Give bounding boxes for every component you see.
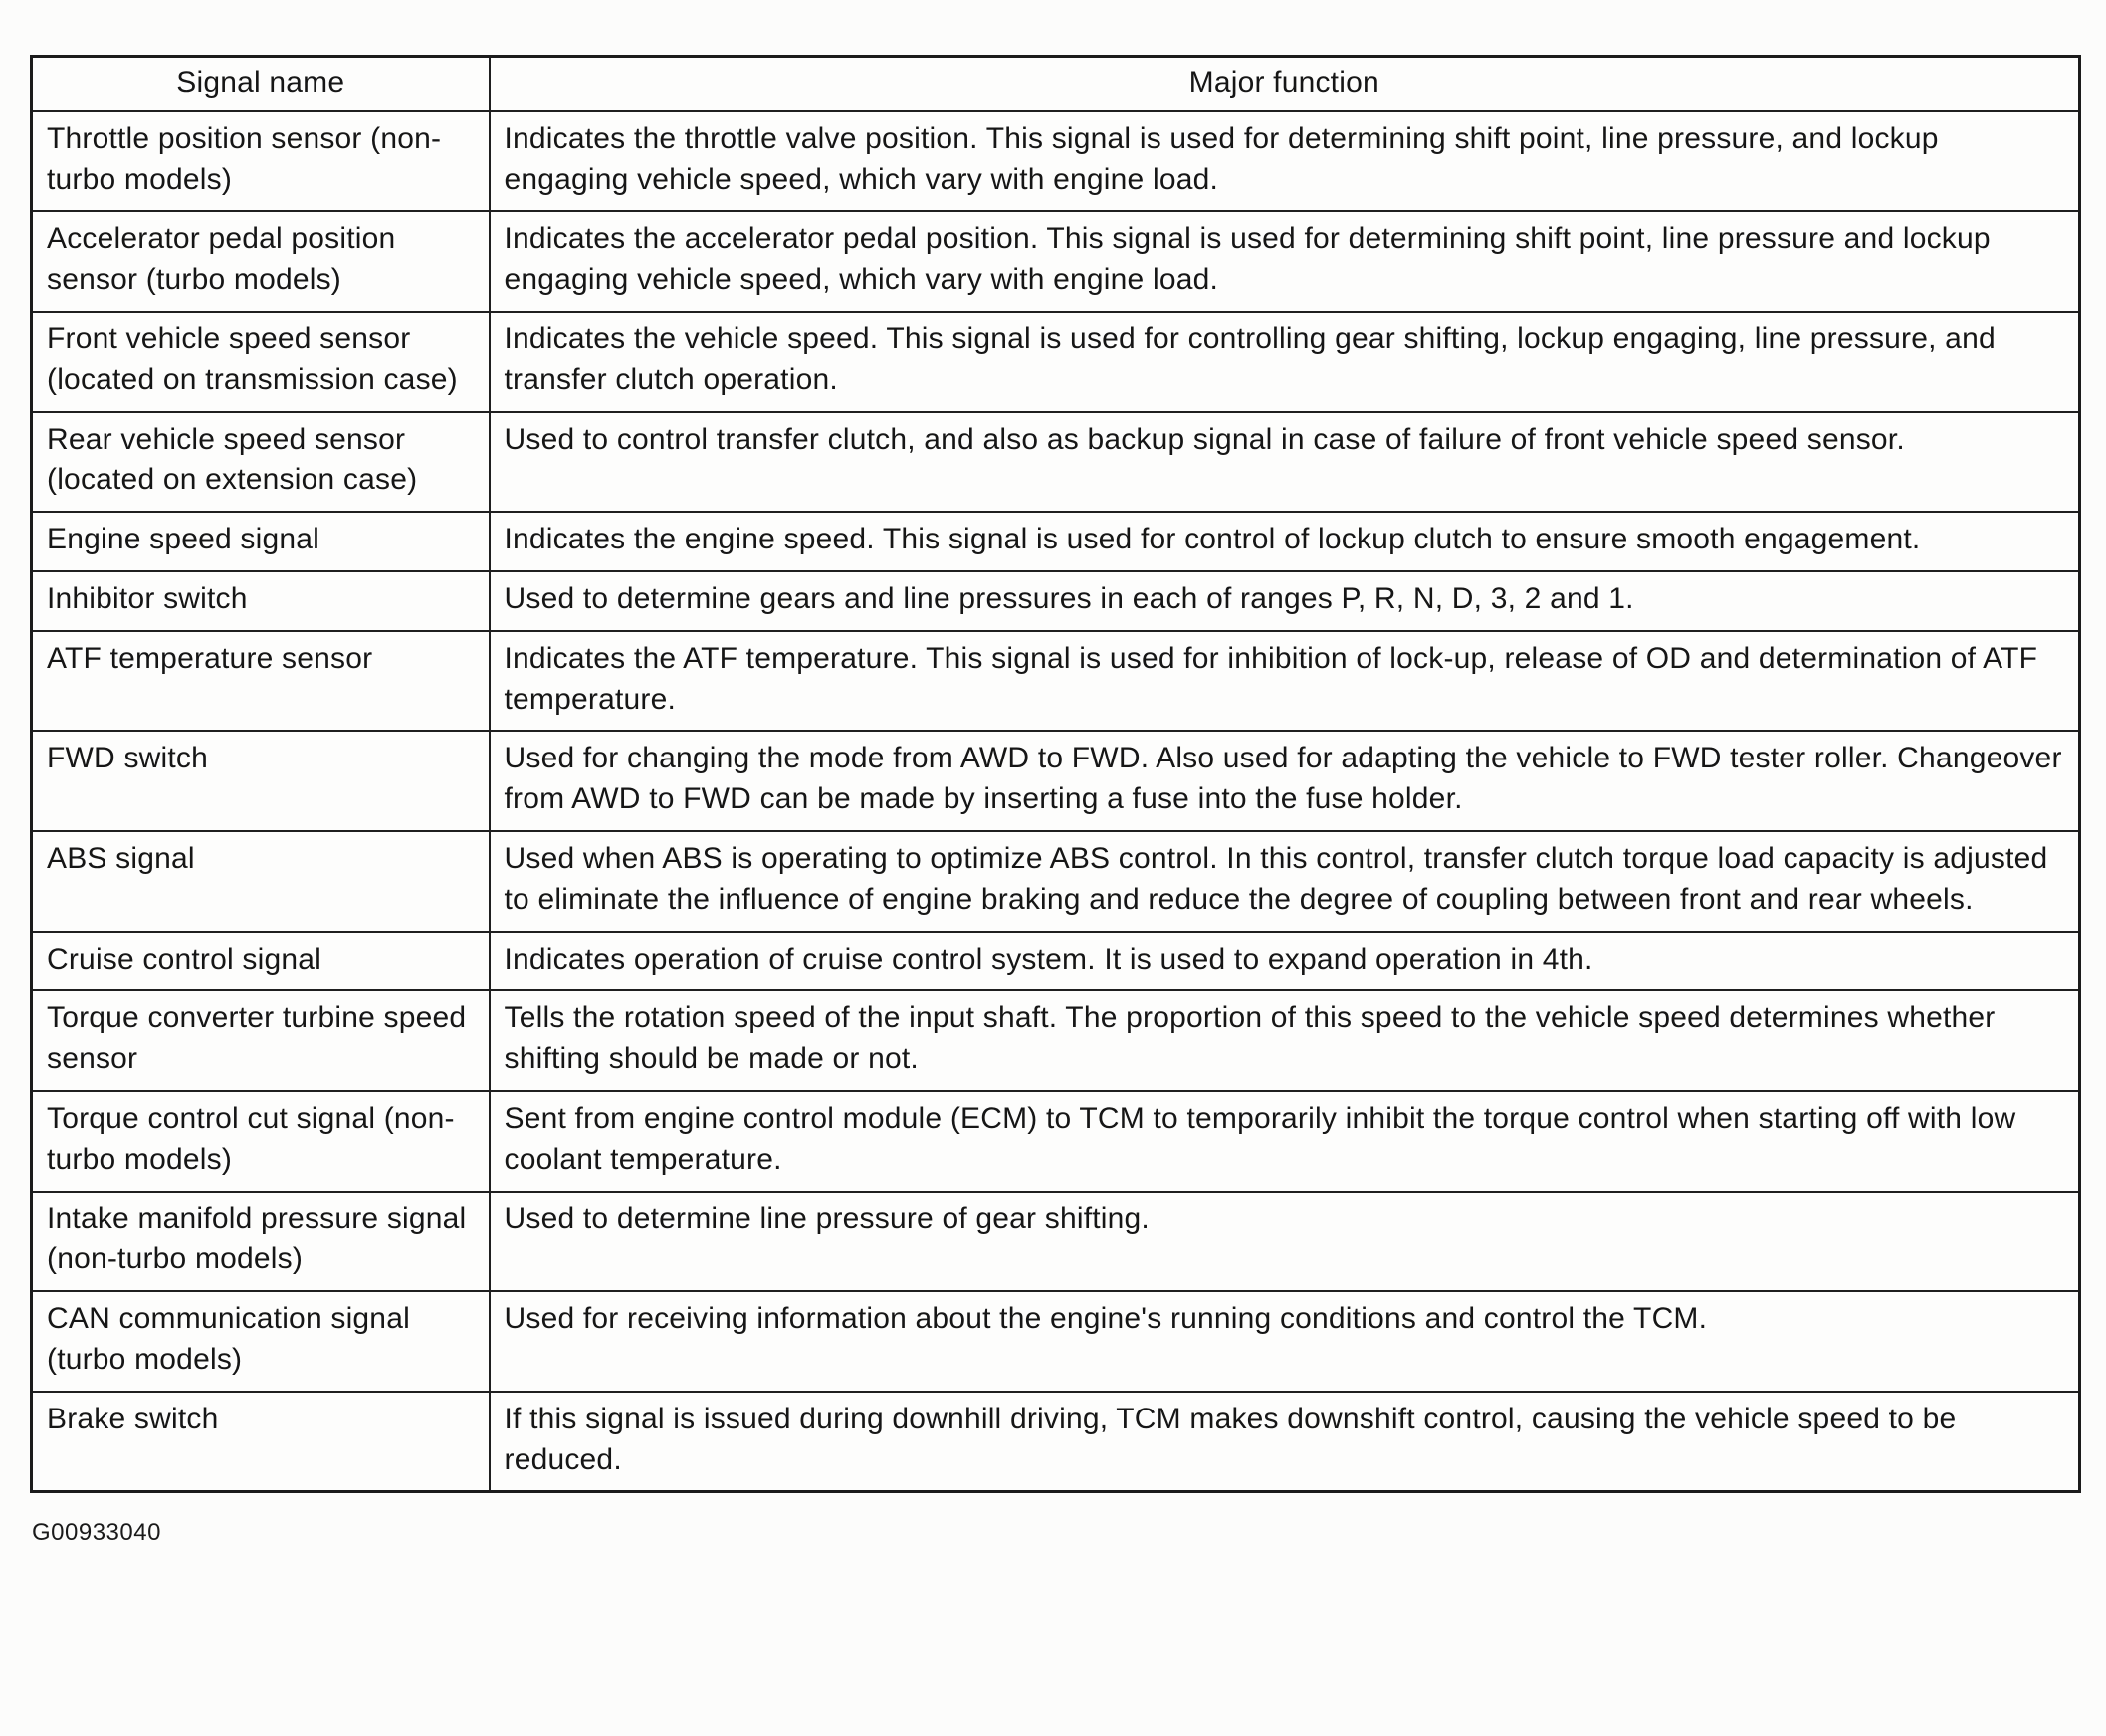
major-function-cell: Indicates the ATF temperature. This signal is used for inhibition of lock-up, release of OD and determination of ATF temperature. — [490, 631, 2080, 732]
major-function-cell: Indicates the accelerator pedal position. This signal is used for determining shift point, line pressure and lockup engaging vehicle speed, which vary with engine load. — [490, 211, 2080, 312]
major-function-cell: Sent from engine control module (ECM) to TCM to temporarily inhibit the torque control when starting off with low coolant temperature. — [490, 1091, 2080, 1192]
major-function-cell: Indicates the vehicle speed. This signal is used for controlling gear shifting, lockup engaging, line pressure, and transfer clutch operation. — [490, 312, 2080, 412]
column-header-signal-name: Signal name — [32, 57, 490, 111]
signal-name-cell: Rear vehicle speed sensor (located on extension case) — [32, 412, 490, 513]
signal-name-cell: Engine speed signal — [32, 512, 490, 571]
major-function-cell: Indicates the throttle valve position. This signal is used for determining shift point, line pressure, and lockup engaging vehicle speed, which vary with engine load. — [490, 111, 2080, 212]
table-row — [32, 990, 2080, 1091]
signal-name-cell: ABS signal — [32, 831, 490, 932]
signal-name-cell: Accelerator pedal position sensor (turbo models) — [32, 211, 490, 312]
table-row — [32, 1291, 2080, 1392]
table-row — [32, 412, 2080, 513]
signal-name-cell: Front vehicle speed sensor (located on transmission case) — [32, 312, 490, 412]
table-row — [32, 211, 2080, 312]
major-function-cell: Used when ABS is operating to optimize ABS control. In this control, transfer clutch torque load capacity is adjusted to eliminate the influence of engine braking and reduce the degree of coupling between front and rear wheels. — [490, 831, 2080, 932]
signal-name-cell: ATF temperature sensor — [32, 631, 490, 732]
major-function-cell: Indicates the engine speed. This signal is used for control of lockup clutch to ensure smooth engagement. — [490, 512, 2080, 571]
table-body — [32, 111, 2080, 1492]
signal-name-cell: Torque control cut signal (non-turbo models) — [32, 1091, 490, 1192]
major-function-cell: Used to determine line pressure of gear shifting. — [490, 1192, 2080, 1292]
table-row — [32, 631, 2080, 732]
signal-name-cell: Throttle position sensor (non-turbo models) — [32, 111, 490, 212]
table-row — [32, 731, 2080, 831]
major-function-cell: Used for changing the mode from AWD to FWD. Also used for adapting the vehicle to FWD tester roller. Changeover from AWD to FWD can be made by inserting a fuse into the fuse holder. — [490, 731, 2080, 831]
signal-name-cell: Torque converter turbine speed sensor — [32, 990, 490, 1091]
table-header-row — [32, 57, 2080, 111]
table-row — [32, 312, 2080, 412]
table-row — [32, 111, 2080, 212]
major-function-cell: If this signal is issued during downhill driving, TCM makes downshift control, causing the vehicle speed to be reduced. — [490, 1392, 2080, 1492]
major-function-cell: Used to determine gears and line pressures in each of ranges P, R, N, D, 3, 2 and 1. — [490, 571, 2080, 631]
table-row — [32, 512, 2080, 571]
column-header-major-function: Major function — [490, 57, 2080, 111]
signal-name-cell: FWD switch — [32, 731, 490, 831]
table-row — [32, 1192, 2080, 1292]
table-row — [32, 1392, 2080, 1492]
table-row — [32, 932, 2080, 991]
signal-name-cell: CAN communication signal (turbo models) — [32, 1291, 490, 1392]
signal-name-cell: Inhibitor switch — [32, 571, 490, 631]
signal-function-table — [30, 55, 2081, 1493]
signal-name-cell: Cruise control signal — [32, 932, 490, 991]
table-row — [32, 571, 2080, 631]
table-row — [32, 1091, 2080, 1192]
major-function-cell: Used to control transfer clutch, and also as backup signal in case of failure of front vehicle speed sensor. — [490, 412, 2080, 513]
major-function-cell: Indicates operation of cruise control system. It is used to expand operation in 4th. — [490, 932, 2080, 991]
signal-name-cell: Brake switch — [32, 1392, 490, 1492]
figure-id: G00933040 — [32, 1519, 161, 1547]
major-function-cell: Used for receiving information about the engine's running conditions and control the TCM. — [490, 1291, 2080, 1392]
signal-name-cell: Intake manifold pressure signal (non-turbo models) — [32, 1192, 490, 1292]
table-row — [32, 831, 2080, 932]
major-function-cell: Tells the rotation speed of the input shaft. The proportion of this speed to the vehicle speed determines whether shifting should be made or not. — [490, 990, 2080, 1091]
